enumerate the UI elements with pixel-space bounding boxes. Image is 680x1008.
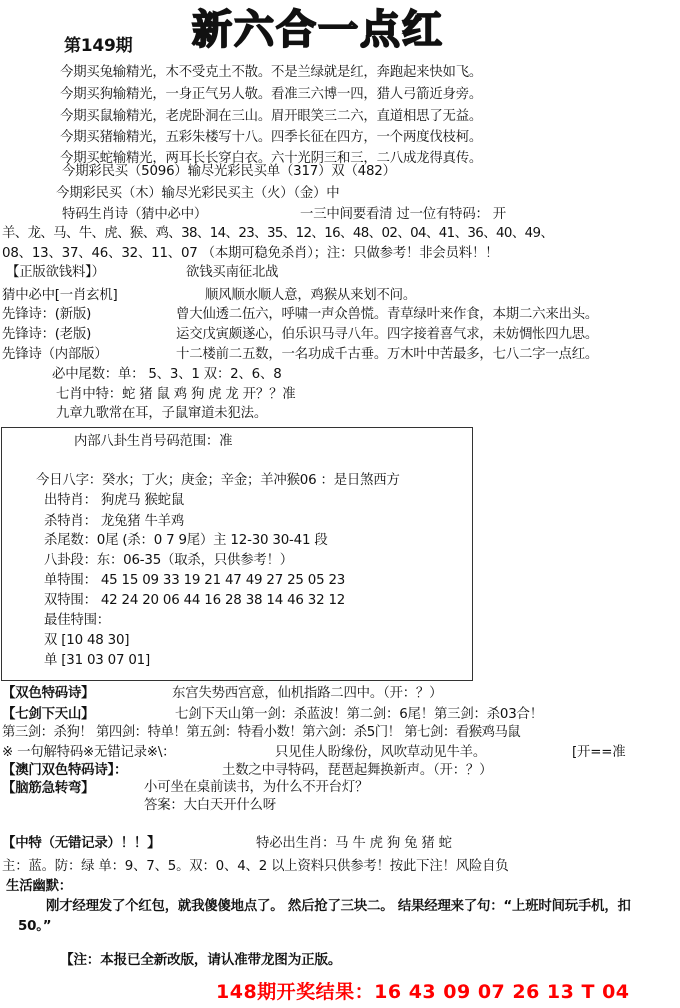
xianfeng-label-internal: 先锋诗（内部版） xyxy=(2,347,108,362)
draw-result: 148期开奖结果：16 43 09 07 26 13 T 04 xyxy=(216,981,630,1003)
guess-text: 顺风顺水顺人意，鸡猴从来划不问。 xyxy=(205,288,417,303)
xianfeng-label-new: 先锋诗：(新版) xyxy=(2,307,92,322)
bagua-best-label: 最佳特围： xyxy=(44,613,110,628)
issue-number: 第149期 xyxy=(64,36,133,56)
bagua-best-double: 双 [10 48 30] xyxy=(44,633,130,648)
riddle-answer: 答案：大白天开什么呀 xyxy=(144,798,276,813)
bagua-double-range: 双特围： 42 24 20 06 44 16 28 38 14 46 32 12 xyxy=(44,593,346,608)
humor-text: 刚才经理发了个红包，就我傻傻地点了。 然后抢了三块二。 结果经理来了句：“上班时间玩手机，扣50。” xyxy=(18,899,631,934)
one-sentence-label: ※ 一句解特码※无错记录※\： xyxy=(2,745,176,760)
bagua-segment: 八卦段：东：06-35（取杀，只供参考！） xyxy=(44,553,293,568)
shuangse-text: 东宫失势西宫意，仙机指路二四中。（开：？） xyxy=(172,686,443,701)
zhongte-label: 【中特（无错记录）！！】 xyxy=(2,836,161,851)
sword-text-2: 第三剑：杀狗！ 第四剑：特单！第五剑：特看小数！第六剑：杀5门！ 第七剑：看猴鸡马鼠 xyxy=(2,725,521,740)
special-label: 特码生肖诗（猜中必中） xyxy=(62,207,208,222)
main-line: 主：蓝。防：绿 单：9、7、5。双：0、4、2 以上资料只供参考！按此下注！风险自负 xyxy=(2,859,509,874)
humor-label: 生活幽默： xyxy=(6,879,72,894)
zhongte-text: 特必出生肖：马 牛 虎 狗 兔 猪 蛇 xyxy=(256,836,452,851)
special-numbers-row-2: 08、13、37、46、32、11、07 （本期可稳免杀肖）；注：只做参考！非会员料！！ xyxy=(2,246,499,261)
macau-label: 【澳门双色特码诗】： xyxy=(2,763,128,778)
footer-note: 【注：本报已全新改版，请认准带龙图为正版。 xyxy=(60,952,342,968)
zhengban-label: 【正版欲钱料】） xyxy=(6,265,105,280)
poem-line: 今期买鼠输精光，老虎卧洞在三山。眉开眼笑三二六，直道相思了无益。 xyxy=(60,109,483,124)
poem-line: 今期买蛇输精光，两耳长长穿白衣。六十光阴三和三，二八成龙得真传。 xyxy=(60,151,483,166)
page-title: 新六合一点红 xyxy=(192,7,444,53)
bagua-kill-zodiac: 杀特肖： 龙兔猪 牛羊鸡 xyxy=(44,514,185,529)
bagua-kill-tail: 杀尾数：0尾 (杀：0 7 9尾）主 12-30 30-41 段 xyxy=(44,533,328,548)
zhengban-text: 欲钱买南征北战 xyxy=(186,265,279,280)
tails-line: 必中尾数：单： 5、3、1 双：2、6、8 xyxy=(52,367,282,382)
sword-label: 【七剑下天山】 xyxy=(2,707,95,722)
poem-line: 今期买狗输精光，一身正气另人敬。看准三六博一四，猎人弓箭近身旁。 xyxy=(60,87,483,102)
nine-line: 九章九歌常在耳，子鼠窜道未犯法。 xyxy=(56,406,268,421)
one-sentence-text: 只见佳人盼缘份，风吹草动见牛羊。 xyxy=(275,745,487,760)
bagua-title: 内部八卦生肖号码范围：准 xyxy=(74,434,233,449)
lottery-line-2: 今期彩民买（木）输尽光彩民买主（火）（金）中 xyxy=(56,186,340,201)
shuangse-label: 【双色特码诗】 xyxy=(2,686,95,701)
riddle-label: 【脑筋急转弯】 xyxy=(2,781,95,796)
poem-line: 今期买兔输精光，木不受克土不散。不是兰绿就是红，奔跑起来快如飞。 xyxy=(60,65,483,80)
xianfeng-label-old: 先锋诗：(老版) xyxy=(2,327,92,342)
guess-label: 猜中必中[一肖玄机] xyxy=(2,288,118,303)
xianfeng-text-old: 运交戊寅颇遂心，伯乐识马寻八年。四字接着喜气求，未妨惆怅四九思。 xyxy=(176,327,599,342)
bagua-best-single: 单 [31 03 07 01] xyxy=(44,653,151,668)
special-numbers-row-1: 羊、龙、马、牛、虎、猴、鸡、38、14、23、35、12、16、48、02、04、41、36、40、49、 xyxy=(2,226,554,241)
lottery-line-1: 今期彩民买（5096）输尽光彩民买单（317）双（482） xyxy=(62,164,396,179)
riddle-question: 小可坐在桌前读书，为什么不开台灯？ xyxy=(144,780,369,795)
bagua-out-zodiac: 出特肖： 狗虎马 猴蛇鼠 xyxy=(44,493,185,508)
bagua-bazi: 今日八字：癸水；丁火；庚金；辛金；羊冲猴06 ：是日煞西方 xyxy=(36,473,400,488)
xianfeng-text-internal: 十二楼前二五数，一名功成千古垂。万木叶中苦最多，七八二字一点红。 xyxy=(176,347,599,362)
macau-text: 土数之中寻特码，琵琶起舞换新声。（开：？） xyxy=(222,763,493,778)
seven-zodiac-line: 七肖中特：蛇 猪 鼠 鸡 狗 虎 龙 开？？准 xyxy=(56,387,296,402)
xianfeng-text-new: 曾大仙透二伍六，呼啸一声众兽慌。青草绿叶来作食，本期二六来出头。 xyxy=(176,307,599,322)
poem-line: 今期买猪输精光，五彩朱楼写十八。四季长征在四方，一个两度伐枝柯。 xyxy=(60,130,483,145)
special-text: 一三中间要看清 过一位有特码： 开 xyxy=(300,207,506,222)
sword-text-1: 七剑下天山第一剑：杀蓝波！第二剑：6尾！第三剑：杀03合！ xyxy=(175,707,543,722)
one-sentence-result: [开==准 xyxy=(572,745,626,760)
bagua-single-range: 单特围： 45 15 09 33 19 21 47 49 27 25 05 23 xyxy=(44,573,346,588)
